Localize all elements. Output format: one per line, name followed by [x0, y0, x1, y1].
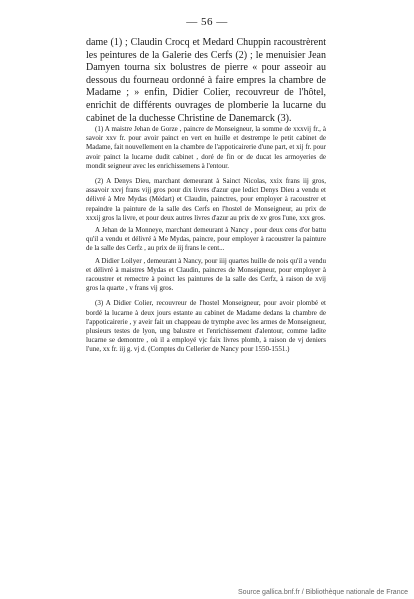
- footnote-2: (2) A Denys Dieu, marchant demeurant à Sainct Nicolas, xxix frans iij gros, assavoir xxvj frans vijj gros pour dix livres d'azur que ledict Denys Dieu a vendu et délivré à Mre Mydas (Médart) et Claudin, painctres, pour employer à racoustrer et repaindre la painture de la salle des Cerfs en l'hostel de Monseigneur, au prix de xxxij gros la livre, et pour deux autres livres d'azur au prix de xv gros l'une, xxx gros.: [86, 177, 326, 222]
- footnote-3: (3) A Didier Colier, recouvreur de l'hostel Monseigneur, pour avoir plombé et bordé la lucarne à deux jours estante au cabinet de Madame dedans la chambre de l'appoticairerie , y aveir fait un chappeau de trymphe avec les armes de Monseigneur, plusieurs testes de lyon, ung balustre et l'enrichissement d'alentour, comme ladite lucarne se demontre , où il a employé vjc faix livres plomb, à raison de vj deniers l'une, xx fr. iij g. vj d. (Comptes du Cellerier de Nancy pour 1550-1551.): [86, 299, 326, 354]
- main-paragraph: dame (1) ; Claudin Crocq et Medard Chuppin racoustrèrent les peintures de la Galerie des Cerfs (2) ; le menuisier Jean Damyen tourna six bolustres de pierre « pour asseoir au dessous du fourneau ordonné à faire empres la chambre de Madame ; » enfin, Didier Colier, recouvreur de l'hôtel, enrichit de différents ouvrages de plomberie la lucarne du cabinet de la duchesse Christine de Danemarck (3).: [86, 37, 326, 124]
- source-credit: Source gallica.bnf.fr / Bibliothèque nationale de France: [237, 589, 408, 596]
- footnote-2-continuation-a: A Jehan de la Monneye, marchant demeurant à Nancy , pour deux cens d'or battu qu'il a vendu et délivré à Me Mydas, paincre, pour employer à racoustrer la painture de la salle des Cerfz , au prix de iij frans le cent...: [86, 226, 326, 253]
- page-number: — 56 —: [186, 16, 228, 28]
- footnotes: [86, 125, 326, 358]
- footnote-2-continuation-b: A Didier Loilyer , demeurant à Nancy, pour iiij quartes huille de nois qu'il a vendu et délivré à maistres Mydas et Claudin, paincres de Monseigneur, pour employer à racoustrer et remectre à poinct les paintures de la salle des Cerfz, à raison de xvij gros la quarte , v frans vij gros.: [86, 256, 326, 293]
- main-text: [86, 37, 326, 125]
- footnote-1: (1) A maistre Jehan de Gorze , paincre de Monseigneur, la somme de xxxvij fr., à savoir xxv fr. pour avoir painct en vert en huille et destrempe le petit cabinet de Madame, fait nouvellement en la chambre de l'appoticairerie d'une part, et xij fr. pour avoir painct la lucarne dudit cabinet , doré de fin or de ducat les armoyeries de mondit seigneur avec les enrichissemens à l'entour.: [86, 125, 326, 170]
